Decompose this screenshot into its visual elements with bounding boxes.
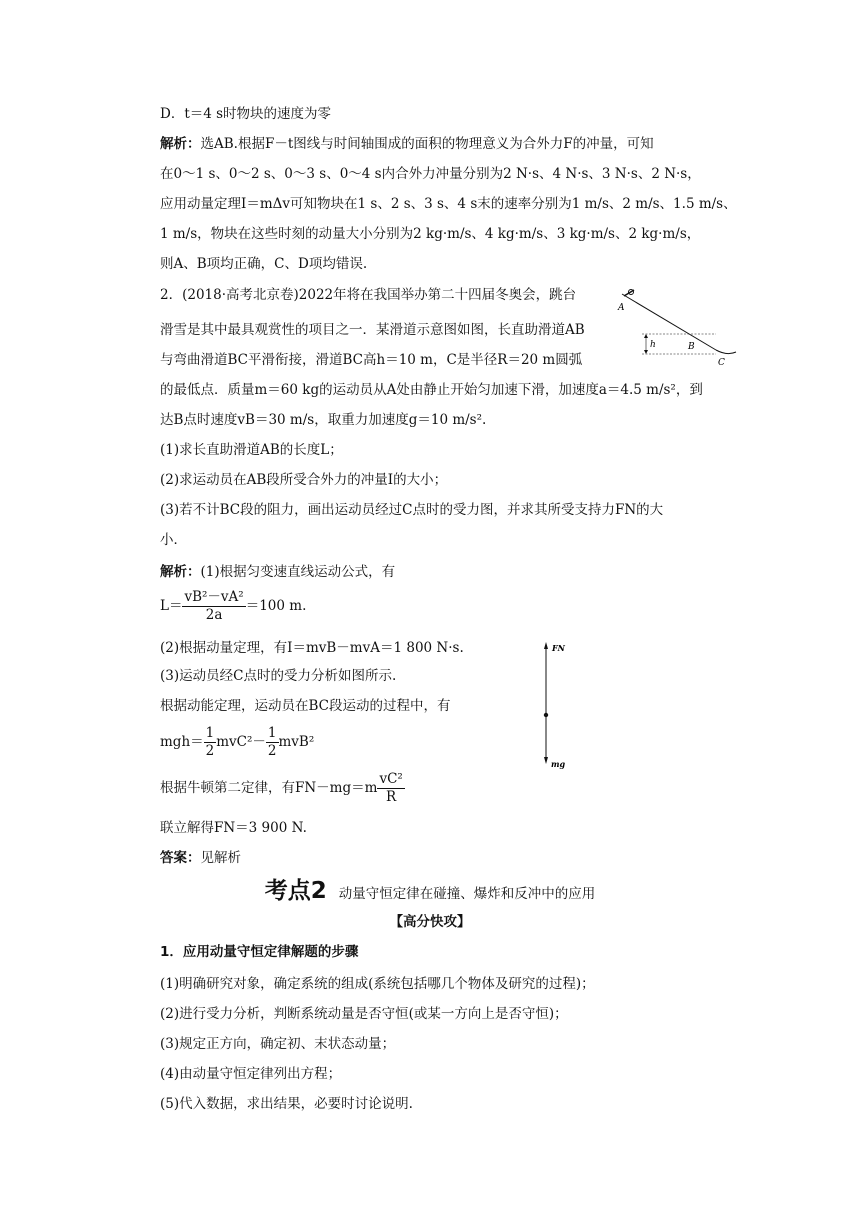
solution-line: 1 m/s，物块在这些时刻的动量大小分别为2 kg·m/s、4 kg·m/s、3 kg·m/s、2 kg·m/s， (160, 226, 701, 242)
answer-line: (3)运动员经C点时的受力分析如图所示. (160, 668, 397, 684)
sub-question-1: (1)求长直助滑道AB的长度L； (160, 442, 343, 458)
eq3-lhs: 根据牛顿第二定律，有FN－mg＝m (160, 780, 378, 796)
mg-arrowhead (544, 757, 548, 764)
ski-slope-diagram (612, 280, 742, 375)
eq1-denominator: 2a (205, 606, 223, 623)
skier-point (544, 713, 548, 717)
solution-line: 则A、B项均正确，C、D项均错误. (160, 256, 368, 272)
final-answer: 见解析 (200, 850, 241, 866)
eq3-numerator: vC² (379, 770, 403, 787)
section-title: 动量守恒定律在碰撞、爆炸和反冲中的应用 (338, 886, 596, 902)
eq2-term1: mvC²－ (216, 734, 266, 750)
list-item: (5)代入数据，求出结果，必要时讨论说明. (160, 1096, 413, 1112)
section-number: 考点2 (264, 878, 327, 904)
question-line: 2．(2018·高考北京卷)2022年将在我国举办第二十四届冬奥会，跳台 (160, 287, 577, 303)
list-item: (1)明确研究对象，确定系统的组成(系统包括哪几个物体及研究的过程)； (160, 976, 595, 992)
question-line: 的最低点．质量m＝60 kg的运动员从A处由静止开始匀加速下滑，加速度a＝4.5 m/s²，到 (160, 382, 703, 398)
sub-question-2: (2)求运动员在AB段所受合外力的冲量I的大小； (160, 472, 448, 488)
height-label: h (650, 340, 656, 350)
equation-1 (160, 586, 306, 626)
sub-question-3: (3)若不计BC段的阻力，画出运动员经过C点时的受力图，并求其所受支持力FN的大 (160, 502, 664, 518)
list-item: (2)进行受力分析，判断系统动量是否守恒(或某一方向上是否守恒)； (160, 1006, 568, 1022)
solution-line: 应用动量定理I＝mΔv可知物块在1 s、2 s、3 s、4 s末的速率分别为1 m/s、2 m/s、1.5 m/s、 (160, 196, 737, 212)
eq3-denominator: R (386, 788, 397, 805)
curve-bc (716, 350, 736, 354)
section-heading (0, 876, 860, 906)
eq2-half-num: 1 (267, 724, 277, 741)
slope-line (622, 294, 716, 350)
answer-label: 解析： (160, 564, 201, 580)
mg-label: mg (551, 759, 566, 769)
force-diagram (535, 638, 575, 773)
steps-heading: 1．应用动量守恒定律解题的步骤 (160, 944, 359, 960)
sub-question-3-cont: 小． (160, 532, 187, 548)
solution-label: 解析： (160, 136, 201, 152)
eq1-numerator: vB²－vA² (184, 588, 244, 605)
eq2-lhs: mgh＝ (160, 734, 204, 750)
fn-arrowhead (544, 642, 548, 649)
eq2-half-den: 2 (205, 742, 215, 759)
eq2-term2: mvB² (278, 734, 315, 750)
point-b-label: B (688, 342, 695, 352)
equation-3 (160, 768, 405, 808)
equation-2 (160, 722, 314, 762)
section-subtitle: 【高分快攻】 (389, 914, 471, 930)
eq1-rhs: ＝100 m. (245, 598, 307, 614)
eq2-half-den: 2 (267, 742, 277, 759)
question-line: 与弯曲滑道BC平滑衔接，滑道BC高h＝10 m，C是半径R＝20 m圆弧 (160, 352, 583, 368)
answer-d: D．t＝4 s时物块的速度为零 (160, 106, 332, 122)
answer-line: 根据动能定理，运动员在BC段运动的过程中，有 (160, 698, 451, 714)
eq2-half-num: 1 (205, 724, 215, 741)
answer-line: (2)根据动量定理，有I＝mvB－mvA＝1 800 N·s. (160, 640, 464, 656)
point-c-label: C (718, 358, 725, 368)
solution-line: 选AB.根据F－t图线与时间轴围成的面积的物理意义为合外力F的冲量，可知 (200, 136, 654, 152)
answer-line: 联立解得FN＝3 900 N. (160, 820, 307, 836)
answer-line: (1)根据匀变速直线运动公式，有 (200, 564, 396, 580)
eq1-lhs: L＝ (160, 598, 183, 614)
fn-label: FN (552, 643, 565, 653)
list-item: (3)规定正方向，确定初、末状态动量； (160, 1036, 396, 1052)
point-a-label: A (618, 303, 625, 313)
question-line: 滑雪是其中最具观赏性的项目之一．某滑道示意图如图，长直助滑道AB (160, 322, 585, 338)
question-line: 达B点时速度vB＝30 m/s，取重力加速度g＝10 m/s². (160, 412, 487, 428)
final-answer-label: 答案： (160, 850, 201, 866)
list-item: (4)由动量守恒定律列出方程； (160, 1066, 342, 1082)
solution-line: 在0～1 s、0～2 s、0～3 s、0～4 s内合外力冲量分别为2 N·s、4 N·s、3 N·s、2 N·s， (160, 166, 701, 182)
